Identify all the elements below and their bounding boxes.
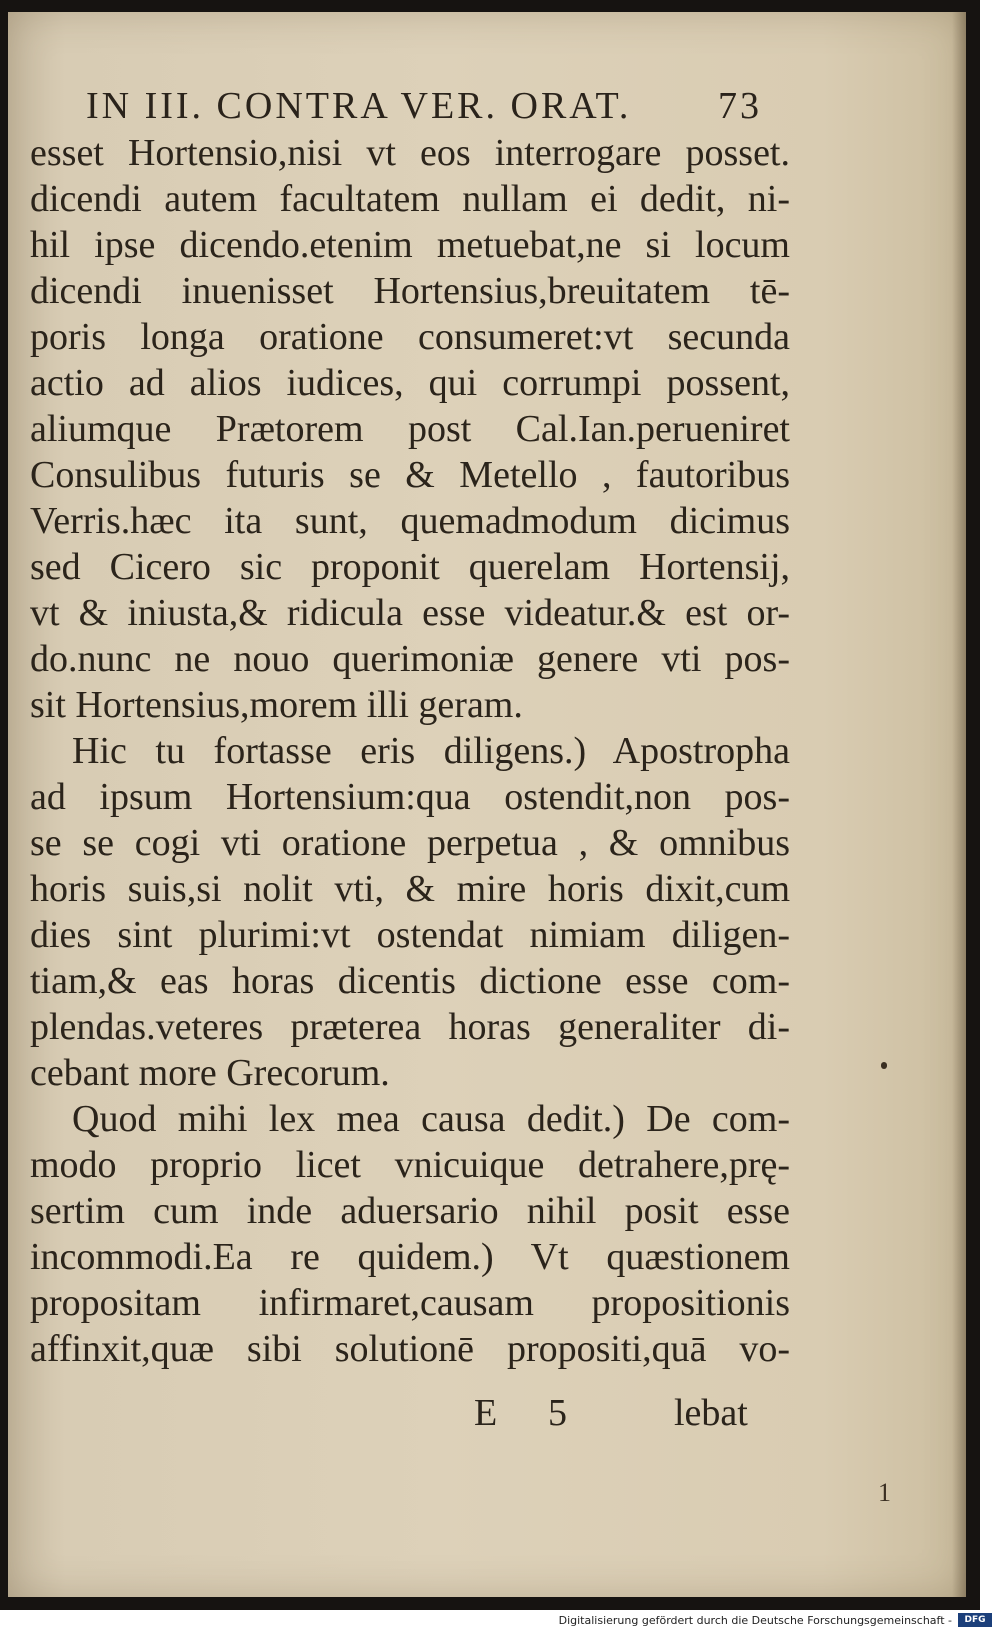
page-number: 73 (718, 85, 762, 127)
margin-mark: 1 (878, 1478, 891, 1507)
running-head-title: IN III. CONTRA VER. ORAT. (86, 85, 632, 127)
text-line: dicendi autem facultatem nullam ei dedit, ni- (30, 178, 790, 220)
text-line: esset Hortensio,nisi vt eos interrogare posset. (30, 132, 790, 174)
signature-mark: E (474, 1392, 498, 1434)
text-line: cebant more Grecorum. (30, 1052, 390, 1094)
digitization-credit: Digitalisierung gefördert durch die Deutsche Forschungsgemeinschaft - (558, 1614, 952, 1627)
signature-number: 5 (548, 1392, 567, 1434)
page-edge-shadow (952, 12, 966, 1597)
text-line: aliumque Prætorem post Cal.Ian.perueniret (30, 408, 790, 450)
text-line: Verris.hæc ita sunt, quemadmodum dicimus (30, 500, 790, 542)
body-text (30, 130, 790, 1450)
dfg-logo: DFG (958, 1613, 992, 1627)
text-line: vt & iniusta,& ridicula esse videatur.& est or- (30, 592, 790, 634)
text-line: modo proprio licet vnicuique detrahere,prę- (30, 1144, 790, 1186)
text-line: plendas.veteres præterea horas generaliter di- (30, 1006, 790, 1048)
text-line: affinxit,quæ sibi solutionē propositi,quā vo- (30, 1328, 790, 1370)
ink-speck (881, 1062, 887, 1069)
paragraph-start-line: Hic tu fortasse eris diligens.) Apostropha (72, 730, 790, 772)
running-head (86, 84, 786, 130)
text-line: ad ipsum Hortensium:qua ostendit,non pos- (30, 776, 790, 818)
text-line: horis suis,si nolit vti, & mire horis dixit,cum (30, 868, 790, 910)
paragraph-start-line: Quod mihi lex mea causa dedit.) De com- (72, 1098, 790, 1140)
text-line: sed Cicero sic proponit querelam Hortensij, (30, 546, 790, 588)
text-line: sit Hortensius,morem illi geram. (30, 684, 523, 726)
text-line: do.nunc ne nouo querimoniæ genere vti pos- (30, 638, 790, 680)
text-line: poris longa oratione consumeret:vt secunda (30, 316, 790, 358)
book-page (8, 12, 966, 1597)
text-line: incommodi.Ea re quidem.) Vt quæstionem (30, 1236, 790, 1278)
text-line: Consulibus futuris se & Metello , fautoribus (30, 454, 790, 496)
text-line: actio ad alios iudices, qui corrumpi possent, (30, 362, 790, 404)
text-line: sertim cum inde aduersario nihil posit esse (30, 1190, 790, 1232)
catchword: lebat (674, 1392, 748, 1434)
text-line: tiam,& eas horas dicentis dictione esse com- (30, 960, 790, 1002)
text-line: hil ipse dicendo.etenim metuebat,ne si locum (30, 224, 790, 266)
text-line: se se cogi vti oratione perpetua , & omnibus (30, 822, 790, 864)
text-line: dicendi inuenisset Hortensius,breuitatem tē- (30, 270, 790, 312)
text-line: propositam infirmaret,causam propositionis (30, 1282, 790, 1324)
text-line: dies sint plurimi:vt ostendat nimiam diligen- (30, 914, 790, 956)
